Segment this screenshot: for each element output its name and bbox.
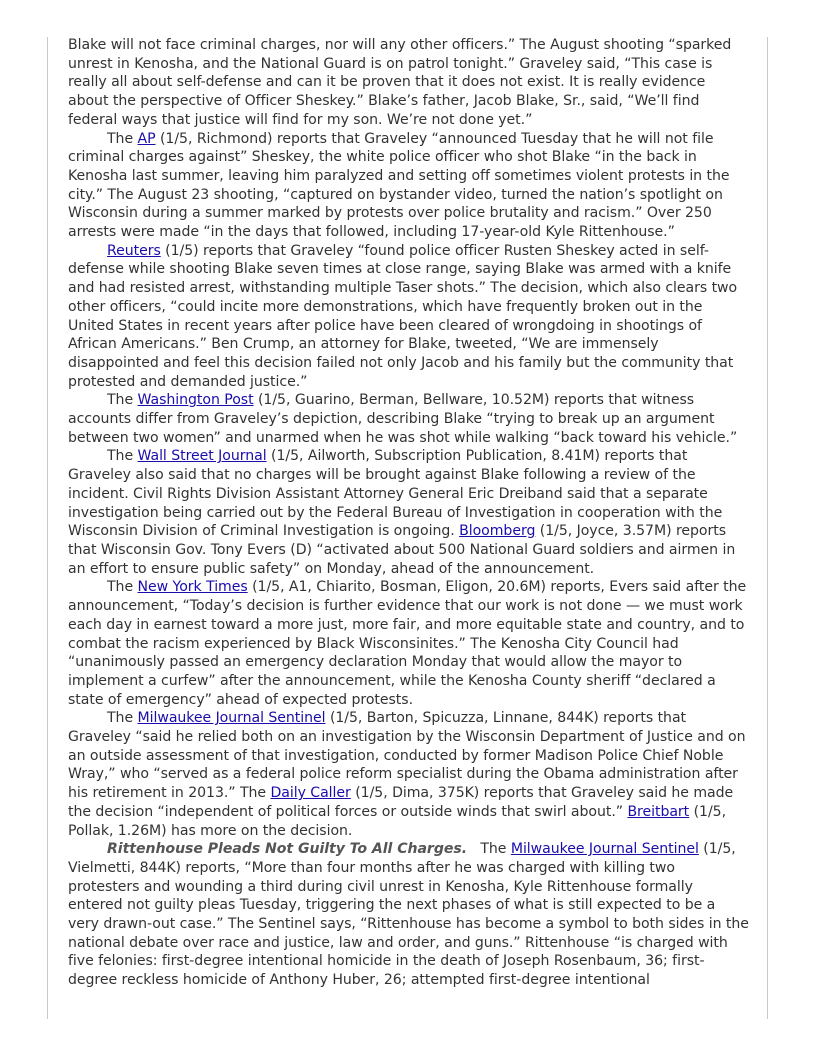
left-margin-rule [47,37,48,1019]
paragraph-text: The [107,579,138,596]
article-paragraph [68,709,750,840]
article-paragraph [68,36,750,130]
paragraph-text: The [107,448,138,465]
article-paragraph [68,391,750,447]
daily-caller-link[interactable]: Daily Caller [270,785,351,802]
paragraph-text: The [107,710,138,727]
paragraph-text: (1/5, A1, Chiarito, Bosman, Eligon, 20.6M) reports, Evers said after the announcement, “Today’s decision is further evidence that our work is not done — we must work each day in earnest toward a more just, more fair, and more equitable state and country, and to combat the racism experienced by Black Wisconsinites.” The Kenosha City Council had “unanimously passed an emergency declaration Monday that would allow the mayor to implement a curfew” after the announcement, while the Kenosha County sheriff “declared a state of emergency” ahead of expected protests. [68,579,747,708]
article-paragraph [68,578,750,709]
paragraph-text: (1/5) reports that Graveley “found police officer Rusten Sheskey acted in self-defense while shooting Blake seven times at close range, saying Blake was armed with a knife and had resisted arrest, withstanding multiple Taser shots.” The decision, which also clears two other officers, “could incite more demonstrations, which have frequently broken out in the United States in recent years after police have been cleared of wrongdoing in shootings of African Americans.” Ben Crump, an attorney for Blake, tweeted, “We are immensely disappointed and feel this decision failed not only Jacob and his family but the community that protested and demanded justice.” [68,242,738,390]
milwaukee-journal-sentinel-link-2[interactable]: Milwaukee Journal Sentinel [510,841,699,858]
paragraph-text: (1/5, Pollak, 1.26M) has more on the decision. [68,803,727,839]
article-paragraph [68,242,750,392]
paragraph-text: (1/5, Joyce, 3.57M) reports that Wisconsin Gov. Tony Evers (D) “activated about 500 National Guard soldiers and airmen in an effort to ensure public safety” on Monday, ahead of the announcement. [68,523,736,577]
paragraph-text: Blake will not face criminal charges, nor will any other officers.” The August shooting “sparked unrest in Kenosha, and the National Guard is on patrol tonight.” Graveley said, “This case is really all about self-defense and can it be proven that it does not exist. It is really evidence about the perspective of Officer Sheskey.” Blake’s father, Jacob Blake, Sr., said, “We’ll find federal ways that justice will find for my son. We’re not done yet.” [68,37,732,128]
breitbart-link[interactable]: Breitbart [627,803,690,820]
article-paragraph [68,447,750,578]
reuters-link[interactable]: Reuters [107,242,161,259]
wall-street-journal-link[interactable]: Wall Street Journal [137,448,267,465]
article-paragraph [68,130,750,242]
paragraph-text: (1/5, Guarino, Berman, Bellware, 10.52M) reports that witness accounts differ from Graveley’s depiction, describing Blake “trying to break up an argument between two women” and unarmed when he was shot while walking “back toward his vehicle.” [68,392,738,446]
article-body [68,36,750,990]
article-paragraph [68,840,750,990]
ap-link[interactable]: AP [137,130,156,147]
paragraph-text: (1/5, Barton, Spicuzza, Linnane, 844K) reports that Graveley “said he relied both on an investigation by the Wisconsin Department of Justice and on an outside assessment of that investigation, conducted by former Madison Police Chief Noble Wray,” who “served as a federal police reform specialist during the Obama administration after his retirement in 2013.” The [68,710,746,802]
milwaukee-journal-sentinel-link[interactable]: Milwaukee Journal Sentinel [137,710,326,727]
paragraph-text: The [107,130,138,147]
new-york-times-link[interactable]: New York Times [137,579,248,596]
paragraph-text: (1/5, Ailworth, Subscription Publication, 8.41M) reports that Graveley also said that no charges will be brought against Blake following a review of the incident. Civil Rights Division Assistant Attorney General Eric Dreiband said that a separate investigation being carried out by the Federal Bureau of Investigation in cooperation with the Wisconsin Division of Criminal Investigation is ongoing. [68,448,723,540]
story-headline: Rittenhouse Pleads Not Guilty To All Charges. [107,841,468,858]
paragraph-text: (1/5, Richmond) reports that Graveley “announced Tuesday that he will not file criminal charges against” Sheskey, the white police officer who shot Blake “in the back in Kenosha last summer, leaving him paralyzed and setting off sometimes violent protests in the city.” The August 23 shooting, “captured on bystander video, turned the nation’s spotlight on Wisconsin during a summer marked by protests over police brutality and racism.” Over 250 arrests were made “in the days that followed, including 17-year-old Kyle Rittenhouse.” [68,130,730,241]
paragraph-text: (1/5, Vielmetti, 844K) reports, “More than four months after he was charged with killing two protesters and wounding a third during civil unrest in Kenosha, Kyle Rittenhouse formally entered not guilty pleas Tuesday, triggering the next phases of what is still expected to be a very drawn-out case.” The Sentinel says, “Rittenhouse has become a symbol to both sides in the national debate over race and justice, law and order, and guns.” Rittenhouse “is charged with five felonies: first-degree intentional homicide in the death of Joseph Rosenbaum, 36; first-degree reckless homicide of Anthony Huber, 26; attempted first-degree intentional [68,841,749,989]
paragraph-text: The [467,841,511,858]
right-margin-rule [767,37,768,1019]
bloomberg-link[interactable]: Bloomberg [459,523,536,540]
washington-post-link[interactable]: Washington Post [137,392,254,409]
paragraph-text: (1/5, Dima, 375K) reports that Graveley said he made the decision “independent of political forces or outside winds that swirl about.” [68,785,734,820]
paragraph-text: The [107,392,138,409]
